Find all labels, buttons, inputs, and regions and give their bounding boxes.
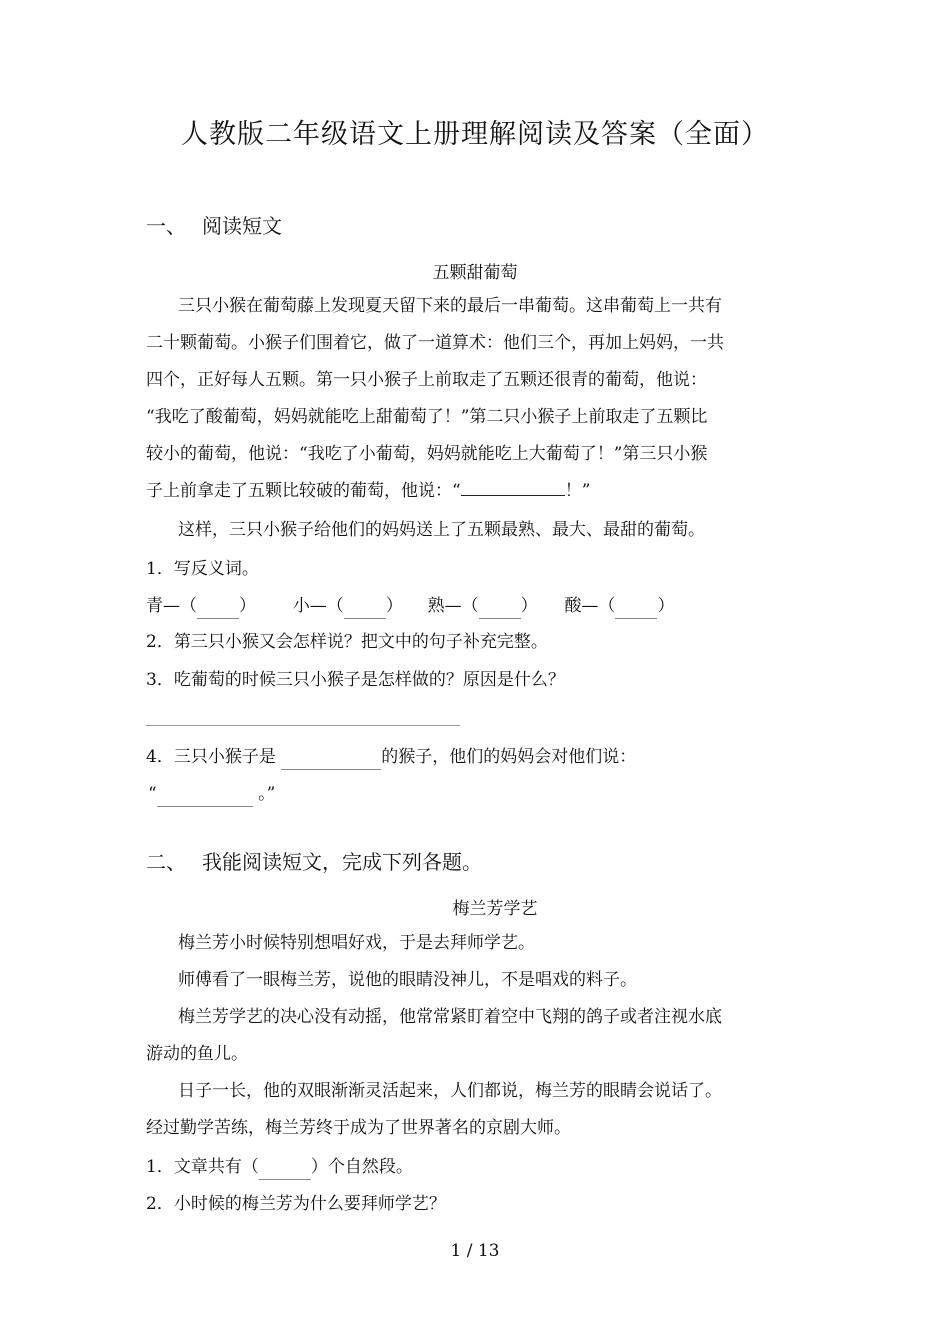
paragraph-line: “我吃了酸葡萄，妈妈就能吃上甜葡萄了！”第二只小猴子上前取走了五颗比 [146, 407, 708, 427]
paragraph-line: 游动的鱼儿。 [146, 1044, 248, 1064]
fill-in-blank[interactable] [197, 594, 239, 619]
paragraph-line: 梅兰芳学艺的决心没有动摇，他常常紧盯着空中飞翔的鸽子或者注视水底 [178, 1007, 722, 1027]
paragraph-line [146, 479, 806, 503]
fill-in-blank[interactable] [479, 594, 521, 619]
paragraph-line: 三只小猴在葡萄藤上发现夏天留下来的最后一串葡萄。这串葡萄上一共有 [178, 296, 722, 316]
section-1-heading [146, 210, 282, 239]
page-number: 1 / 13 [450, 1241, 500, 1261]
section-title: 阅读短文 [202, 214, 282, 238]
story-title: 五颗甜葡萄 [432, 263, 518, 283]
fill-in-blank[interactable] [344, 594, 386, 619]
paragraph-line: 四个，正好每人五颗。第一只小猴子上前取走了五颗还很青的葡萄，他说： [146, 370, 707, 390]
paragraph-line: 经过勤学苦练，梅兰芳终于成为了世界著名的京剧大师。 [146, 1118, 571, 1138]
fill-in-blank[interactable] [461, 479, 565, 496]
story-title: 梅兰芳学艺 [452, 899, 538, 919]
paragraph-line: 二十颗葡萄。小猴子们围着它，做了一道算术：他们三个，再加上妈妈，一共 [146, 333, 724, 353]
question-3: 3．吃葡萄的时候三只小猴子是怎样做的？原因是什么？ [146, 670, 565, 690]
question-2: 2．第三只小猴又会怎样说？把文中的句子补充完整。 [146, 632, 548, 652]
page-title: 人教版二年级语文上册理解阅读及答案（全面） [181, 119, 769, 150]
line-text: ！” [564, 481, 591, 501]
question-4: 4．三只小猴子是 的猴子，他们的妈妈会对他们说： [146, 745, 806, 770]
paragraph-line: 这样，三只小猴子给他们的妈妈送上了五颗最熟、最大、最甜的葡萄。 [178, 520, 705, 540]
fill-in-blank[interactable] [615, 594, 657, 619]
question-1: 1．写反义词。 [146, 559, 259, 579]
section-number: 一、 [146, 214, 186, 238]
antonym-row [146, 594, 806, 619]
line-text: 子上前拿走了五颗比较破的葡萄，他说：“ [146, 481, 461, 501]
paragraph-line: 日子一长，他的双眼渐渐灵活起来，人们都说，梅兰芳的眼睛会说话了。 [178, 1081, 722, 1101]
antonym-item: 熟—（ ） [428, 596, 538, 616]
fill-in-blank[interactable] [281, 745, 381, 770]
paragraph-line: 梅兰芳小时候特别想唱好戏，于是去拜师学艺。 [178, 933, 535, 953]
question-2: 2．小时候的梅兰芳为什么要拜师学艺？ [146, 1194, 446, 1214]
paragraph-line: 较小的葡萄，他说：“我吃了小葡萄，妈妈就能吃上大葡萄了！”第三只小猴 [146, 444, 708, 464]
antonym-item: 青—（ ） [146, 596, 256, 616]
antonym-item: 酸—（ ） [564, 596, 674, 616]
section-2-heading [146, 846, 482, 875]
answer-line[interactable] [146, 725, 460, 726]
antonym-item: 小—（ ） [293, 596, 403, 616]
section-title: 我能阅读短文，完成下列各题。 [202, 850, 482, 874]
section-number: 二、 [146, 850, 186, 874]
fill-in-blank[interactable] [157, 782, 253, 807]
fill-in-blank[interactable] [259, 1155, 311, 1180]
paragraph-line: 师傅看了一眼梅兰芳，说他的眼睛没神儿，不是唱戏的料子。 [178, 970, 637, 990]
question-1: 1．文章共有（ ）个自然段。 [146, 1155, 806, 1180]
question-4-line-2: “ 。” [148, 782, 808, 807]
